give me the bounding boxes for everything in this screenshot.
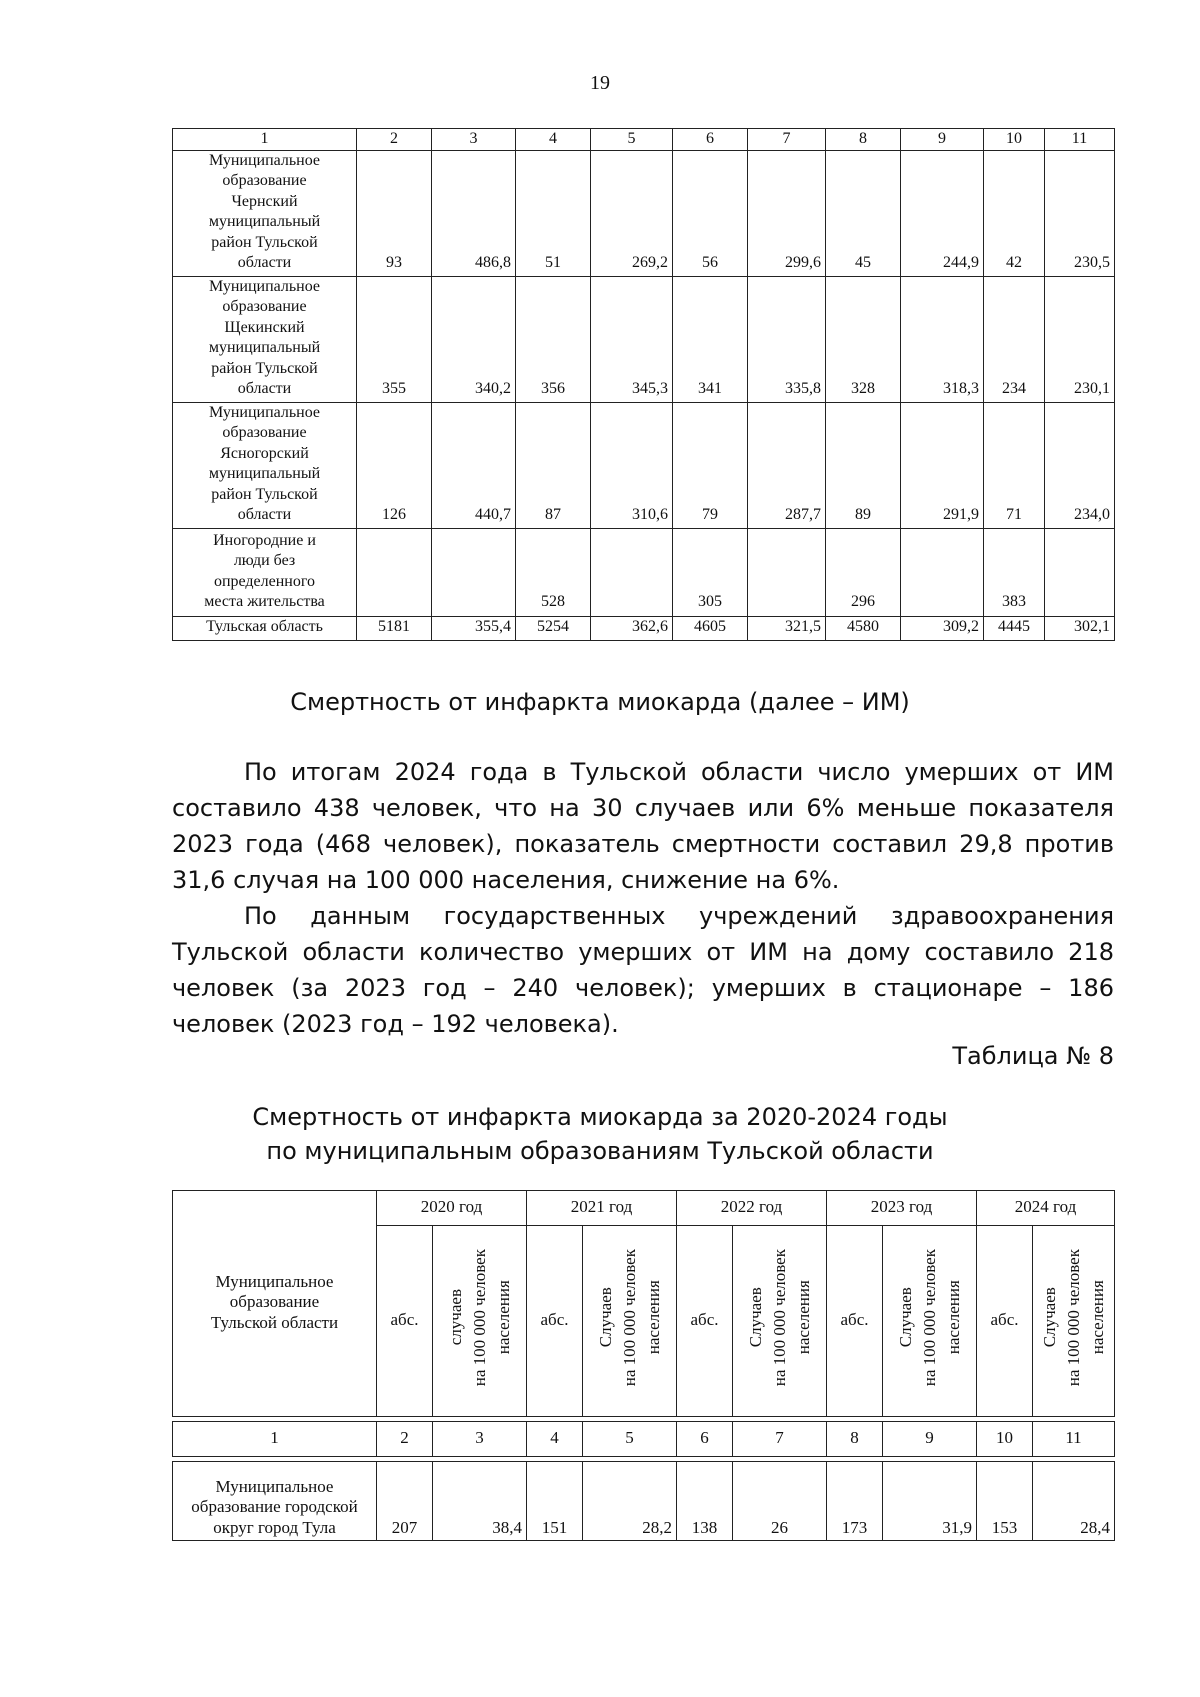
column-number-row [173, 129, 1115, 151]
cell: 26 [733, 1462, 827, 1541]
cell: 153 [977, 1462, 1033, 1541]
year-header: 2022 год [677, 1191, 827, 1226]
col-num: 9 [883, 1422, 977, 1457]
rate-header: Случаев на 100 000 человек населения [733, 1226, 827, 1417]
cell: 287,7 [748, 402, 826, 528]
col-num: 6 [677, 1422, 733, 1457]
cell: 89 [826, 402, 901, 528]
cell: 269,2 [591, 150, 673, 276]
col-num: 8 [826, 129, 901, 151]
cell: 5181 [357, 616, 432, 640]
abs-header: абс. [977, 1226, 1033, 1417]
col-num: 2 [357, 129, 432, 151]
cell: 341 [673, 276, 748, 402]
col-num: 7 [748, 129, 826, 151]
cell: 31,9 [883, 1462, 977, 1541]
rate-header: случаев на 100 000 человек населения [433, 1226, 527, 1417]
row-name: Муниципальное образование городской округ город Тула [173, 1462, 377, 1541]
column-number-row [173, 1422, 1115, 1457]
cell: 56 [673, 150, 748, 276]
cell: 5254 [516, 616, 591, 640]
abs-header: абс. [377, 1226, 433, 1417]
cell: 93 [357, 150, 432, 276]
table-row [173, 150, 1115, 276]
page-number: 19 [590, 72, 610, 94]
table-total-row [173, 616, 1115, 640]
cell: 173 [827, 1462, 883, 1541]
row-name: Муниципальное образование Чернский муниципальный район Тульской области [173, 150, 357, 276]
cell: 51 [516, 150, 591, 276]
col-num: 4 [516, 129, 591, 151]
cell: 4580 [826, 616, 901, 640]
cell: 309,2 [901, 616, 984, 640]
table-title: Смертность от инфаркта миокарда за 2020-2024 годы по муниципальным образованиям Тульской области [252, 1103, 948, 1165]
cell: 486,8 [432, 150, 516, 276]
mortality-continuation-table [172, 128, 1115, 641]
cell: 126 [357, 402, 432, 528]
col-num: 7 [733, 1422, 827, 1457]
cell: 355 [357, 276, 432, 402]
cell [591, 528, 673, 616]
cell [1045, 528, 1115, 616]
year-header: 2024 год [977, 1191, 1115, 1226]
table-row [173, 276, 1115, 402]
abs-header: абс. [677, 1226, 733, 1417]
body-text [172, 754, 1114, 1042]
col-num: 2 [377, 1422, 433, 1457]
cell: 318,3 [901, 276, 984, 402]
cell [432, 528, 516, 616]
rate-header: Случаев на 100 000 человек населения [1033, 1226, 1115, 1417]
cell: 383 [984, 528, 1045, 616]
col-num: 10 [977, 1422, 1033, 1457]
table-label: Таблица № 8 [952, 1042, 1114, 1070]
table-row [173, 1462, 1115, 1541]
cell: 207 [377, 1462, 433, 1541]
year-header: 2020 год [377, 1191, 527, 1226]
cell: 302,1 [1045, 616, 1115, 640]
section-heading: Смертность от инфаркта миокарда (далее – ИМ) [290, 688, 910, 716]
cell: 291,9 [901, 402, 984, 528]
col-num: 3 [433, 1422, 527, 1457]
cell: 328 [826, 276, 901, 402]
year-header-row [173, 1191, 1115, 1226]
cell: 321,5 [748, 616, 826, 640]
col-num: 8 [827, 1422, 883, 1457]
cell: 4605 [673, 616, 748, 640]
cell: 138 [677, 1462, 733, 1541]
row-name: Тульская область [173, 616, 357, 640]
paragraph: По итогам 2024 года в Тульской области число умерших от ИМ составило 438 человек, что на 30 случаев или 6% меньше показателя 2023 года (468 человек), показатель смертности составил 29,8 против 31,6 случая на 100 000 населения, снижение на 6%. [172, 758, 1114, 894]
col-num: 3 [432, 129, 516, 151]
col-num: 5 [591, 129, 673, 151]
cell: 362,6 [591, 616, 673, 640]
cell [357, 528, 432, 616]
cell: 42 [984, 150, 1045, 276]
col-num: 6 [673, 129, 748, 151]
rate-header: Случаев на 100 000 человек населения [883, 1226, 977, 1417]
cell: 340,2 [432, 276, 516, 402]
col-num: 11 [1045, 129, 1115, 151]
cell: 45 [826, 150, 901, 276]
row-name: Муниципальное образование Ясногорский муниципальный район Тульской области [173, 402, 357, 528]
col-num: 10 [984, 129, 1045, 151]
first-header: Муниципальное образование Тульской области [173, 1191, 377, 1417]
cell: 299,6 [748, 150, 826, 276]
cell: 230,5 [1045, 150, 1115, 276]
cell: 305 [673, 528, 748, 616]
cell: 28,2 [583, 1462, 677, 1541]
cell: 87 [516, 402, 591, 528]
cell [748, 528, 826, 616]
cell: 234 [984, 276, 1045, 402]
cell: 355,4 [432, 616, 516, 640]
mi-mortality-table [172, 1190, 1115, 1541]
table-row [173, 402, 1115, 528]
cell: 38,4 [433, 1462, 527, 1541]
cell: 79 [673, 402, 748, 528]
abs-header: абс. [527, 1226, 583, 1417]
cell [901, 528, 984, 616]
cell: 244,9 [901, 150, 984, 276]
cell: 310,6 [591, 402, 673, 528]
cell: 345,3 [591, 276, 673, 402]
cell: 71 [984, 402, 1045, 528]
abs-header: абс. [827, 1226, 883, 1417]
col-num: 5 [583, 1422, 677, 1457]
cell: 4445 [984, 616, 1045, 640]
col-num: 11 [1033, 1422, 1115, 1457]
cell: 230,1 [1045, 276, 1115, 402]
cell: 234,0 [1045, 402, 1115, 528]
col-num: 4 [527, 1422, 583, 1457]
cell: 28,4 [1033, 1462, 1115, 1541]
col-num: 9 [901, 129, 984, 151]
cell: 296 [826, 528, 901, 616]
cell: 335,8 [748, 276, 826, 402]
year-header: 2021 год [527, 1191, 677, 1226]
year-header: 2023 год [827, 1191, 977, 1226]
row-name: Муниципальное образование Щекинский муниципальный район Тульской области [173, 276, 357, 402]
cell: 356 [516, 276, 591, 402]
col-num: 1 [173, 129, 357, 151]
cell: 151 [527, 1462, 583, 1541]
row-name: Иногородние и люди без определенного места жительства [173, 528, 357, 616]
table-row [173, 528, 1115, 616]
cell: 440,7 [432, 402, 516, 528]
cell: 528 [516, 528, 591, 616]
rate-header: Случаев на 100 000 человек населения [583, 1226, 677, 1417]
paragraph: По данным государственных учреждений здравоохранения Тульской области количество умерших от ИМ на дому составило 218 человек (за 2023 год – 240 человек); умерших в стационаре – 186 человек (2023 год – 192 человека). [172, 902, 1114, 1038]
col-num: 1 [173, 1422, 377, 1457]
